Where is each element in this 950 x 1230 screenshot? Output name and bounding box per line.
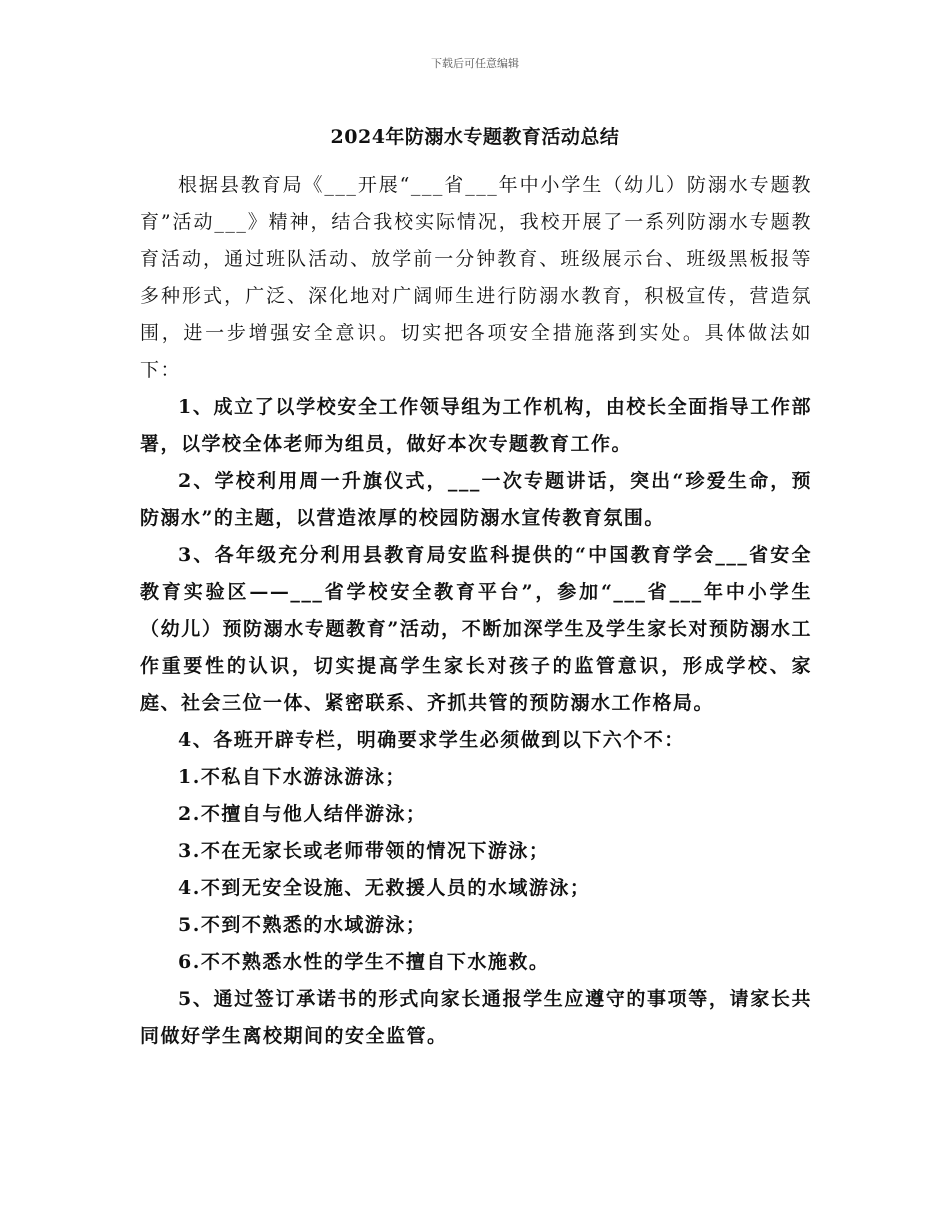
item-paragraph-1: 1、成立了以学校安全工作领导组为工作机构，由校长全面指导工作部署，以学校全体老师为组员，做好本次专题教育工作。 xyxy=(140,396,812,455)
rule-item-3: 3.不在无家长或老师带领的情况下游泳； xyxy=(178,840,550,862)
rule-item-2: 2.不擅自与他人结伴游泳； xyxy=(178,803,427,825)
rule-item-5: 5.不到不熟悉的水域游泳； xyxy=(178,914,427,936)
rule-item-6: 6.不不熟悉水性的学生不擅自下水施救。 xyxy=(178,951,550,973)
rule-item-4: 4.不到无安全设施、无救援人员的水域游泳； xyxy=(178,877,591,899)
item-paragraph-3: 3、各年级充分利用县教育局安监科提供的“中国教育学会___省安全教育实验区——___省学校安全教育平台”，参加“___省___年中小学生（幼儿）预防溺水专题教育”活动，不断加深学生及学生家长对预防溺水工作重要性的认识，切实提高学生家长对孩子的监管意识，形成学校、家庭、社会三位一体、紧密联系、齐抓共管的预防溺水工作格局。 xyxy=(140,544,812,714)
document-body xyxy=(140,167,812,1055)
item-paragraph-5: 5、通过签订承诺书的形式向家长通报学生应遵守的事项等，请家长共同做好学生离校期间的安全监管。 xyxy=(140,988,812,1047)
item-paragraph-2: 2、学校利用周一升旗仪式，___一次专题讲话，突出“珍爱生命，预防溺水”的主题，以营造浓厚的校园防溺水宣传教育氛围。 xyxy=(140,470,812,529)
rule-item-1: 1.不私自下水游泳游泳； xyxy=(178,766,406,788)
document-title: 2024年防溺水专题教育活动总结 xyxy=(330,126,620,148)
intro-paragraph: 根据县教育局《___开展“___省___年中小学生（幼儿）防溺水专题教育”活动___》精神，结合我校实际情况，我校开展了一系列防溺水专题教育活动，通过班队活动、放学前一分钟教育、班级展示台、班级黑板报等多种形式，广泛、深化地对广阔师生进行防溺水教育，积极宣传，营造氛围，进一步增强安全意识。切实把各项安全措施落到实处。具体做法如下： xyxy=(140,174,812,381)
page-header-note: 下载后可任意编辑 xyxy=(431,57,519,70)
item-paragraph-4: 4、各班开辟专栏，明确要求学生必须做到以下六个不： xyxy=(178,729,685,751)
